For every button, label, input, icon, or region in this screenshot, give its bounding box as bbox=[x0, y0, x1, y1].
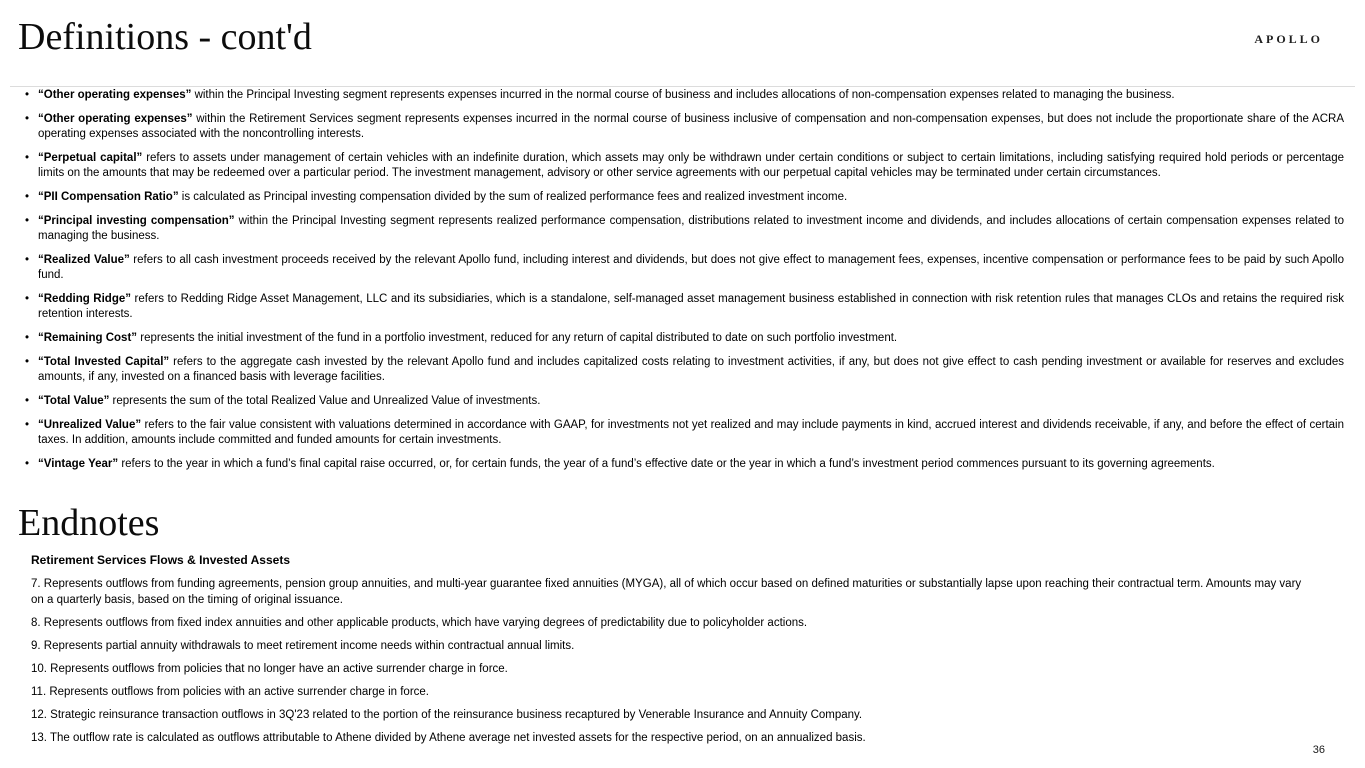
definitions-list bbox=[22, 88, 1344, 481]
endnote-item: 12. Strategic reinsurance transaction outflows in 3Q'23 related to the portion of the reinsurance business recaptured by Venerable Insurance and Annuity Company. bbox=[31, 709, 863, 721]
endnote-item: 7. Represents outflows from funding agreements, pension group annuities, and multi-year guarantee fixed annuities (MYGA), all of which occur based on defined maturities or substantially lapse upon reaching their contractual term. Amounts may vary on a quarterly basis, based on the timing of original issuance. bbox=[31, 578, 1302, 606]
definition-item bbox=[22, 253, 1344, 283]
definition-text: is calculated as Principal investing compensation divided by the sum of realized performance fees and realized investment income. bbox=[178, 191, 848, 203]
definition-text: within the Principal Investing segment represents realized performance compensation, distributions related to investment income and dividends, and includes allocations of certain compensation expenses related to managing the business. bbox=[38, 215, 1344, 242]
definition-text: within the Retirement Services segment represents expenses incurred in the normal course of business inclusive of compensation and non-compensation expenses, but does not include the proportionate share of the ACRA operating expenses associated with the noncontrolling interests. bbox=[38, 113, 1345, 140]
definition-item bbox=[22, 151, 1344, 181]
definition-term: “Other operating expenses” bbox=[38, 89, 192, 101]
definition-text: within the Principal Investing segment represents expenses incurred in the normal course of business and includes allocations of non-compensation expenses related to managing the business. bbox=[191, 89, 1175, 101]
definition-text: refers to all cash investment proceeds received by the relevant Apollo fund, including interest and dividends, but does not give effect to management fees, expenses, incentive compensation or performance fees to be paid by such Apollo fund. bbox=[38, 254, 1344, 281]
definition-term: “Unrealized Value” bbox=[38, 419, 142, 431]
definition-term: “Redding Ridge” bbox=[38, 293, 131, 305]
definition-item bbox=[22, 190, 1344, 205]
definition-item bbox=[22, 292, 1344, 322]
definition-item bbox=[22, 214, 1344, 244]
definition-term: “Remaining Cost” bbox=[38, 332, 138, 344]
endnote-item: 8. Represents outflows from fixed index annuities and other applicable products, which have varying degrees of predictability due to policyholder actions. bbox=[31, 617, 808, 629]
definition-term: “Vintage Year” bbox=[38, 458, 119, 470]
definition-term: “Perpetual capital” bbox=[38, 152, 143, 164]
definition-item bbox=[22, 331, 1344, 346]
endnote-item: 11. Represents outflows from policies with an active surrender charge in force. bbox=[31, 686, 430, 698]
definition-item bbox=[22, 355, 1344, 385]
definition-text: refers to assets under management of certain vehicles with an indefinite duration, which assets may only be withdrawn under certain conditions or subject to certain limitations, including satisfying required hold periods or percentage limits on the amounts that may be redeemed over a particular period. The investment management, advisory or other service agreements with our perpetual capital vehicles may be terminated under certain circumstances. bbox=[38, 152, 1344, 179]
definition-item bbox=[22, 112, 1344, 142]
definition-term: “Total Value” bbox=[38, 395, 110, 407]
endnotes-list bbox=[31, 576, 1317, 753]
endnote-item: 9. Represents partial annuity withdrawals to meet retirement income needs within contractual annual limits. bbox=[31, 640, 575, 652]
definition-item bbox=[22, 394, 1344, 409]
definition-text: refers to the aggregate cash invested by the relevant Apollo fund and includes capitalized costs relating to investment activities, if any, but does not give effect to cash pending investment or available for reserves and excludes amounts, if any, invested on a financed basis with leverage facilities. bbox=[38, 356, 1344, 383]
apollo-logo: APOLLO bbox=[1254, 32, 1323, 46]
endnote-item: 13. The outflow rate is calculated as outflows attributable to Athene divided by Athene average net invested assets for the respective period, on an annualized basis. bbox=[31, 732, 866, 744]
endnote-item: 10. Represents outflows from policies that no longer have an active surrender charge in force. bbox=[31, 663, 508, 675]
definition-text: refers to Redding Ridge Asset Management, LLC and its subsidiaries, which is a standalone, self-managed asset management business established in connection with risk retention rules that manages CLOs and retains the required risk retention interests. bbox=[38, 293, 1344, 320]
page-number: 36 bbox=[1312, 744, 1325, 756]
definition-term: “Total Invested Capital” bbox=[38, 356, 170, 368]
endnotes-subheading: Retirement Services Flows & Invested Assets bbox=[31, 553, 290, 567]
definition-item bbox=[22, 457, 1344, 472]
definition-text: refers to the fair value consistent with valuations determined in accordance with GAAP, for investments not yet realized and may include payments in kind, accrued interest and dividends receivable, if any, and before the effect of certain taxes. In addition, amounts include committed and funded amounts for certain investments. bbox=[38, 419, 1344, 446]
page-title: Definitions - cont'd bbox=[18, 16, 312, 58]
definition-text: refers to the year in which a fund’s final capital raise occurred, or, for certain funds, the year of a fund’s effective date or the year in which a fund’s investment period commences pursuant to its governing agreements. bbox=[118, 458, 1215, 470]
definition-item bbox=[22, 418, 1344, 448]
endnotes-title: Endnotes bbox=[18, 502, 160, 544]
title-divider bbox=[10, 86, 1355, 87]
definition-term: “Realized Value” bbox=[38, 254, 130, 266]
definition-term: “PII Compensation Ratio” bbox=[38, 191, 179, 203]
definition-item bbox=[22, 88, 1344, 103]
definition-text: represents the initial investment of the fund in a portfolio investment, reduced for any return of capital distributed to date on such portfolio investment. bbox=[137, 332, 898, 344]
definition-text: represents the sum of the total Realized Value and Unrealized Value of investments. bbox=[109, 395, 541, 407]
definition-term: “Principal investing compensation” bbox=[38, 215, 235, 227]
definition-term: “Other operating expenses” bbox=[38, 113, 193, 125]
